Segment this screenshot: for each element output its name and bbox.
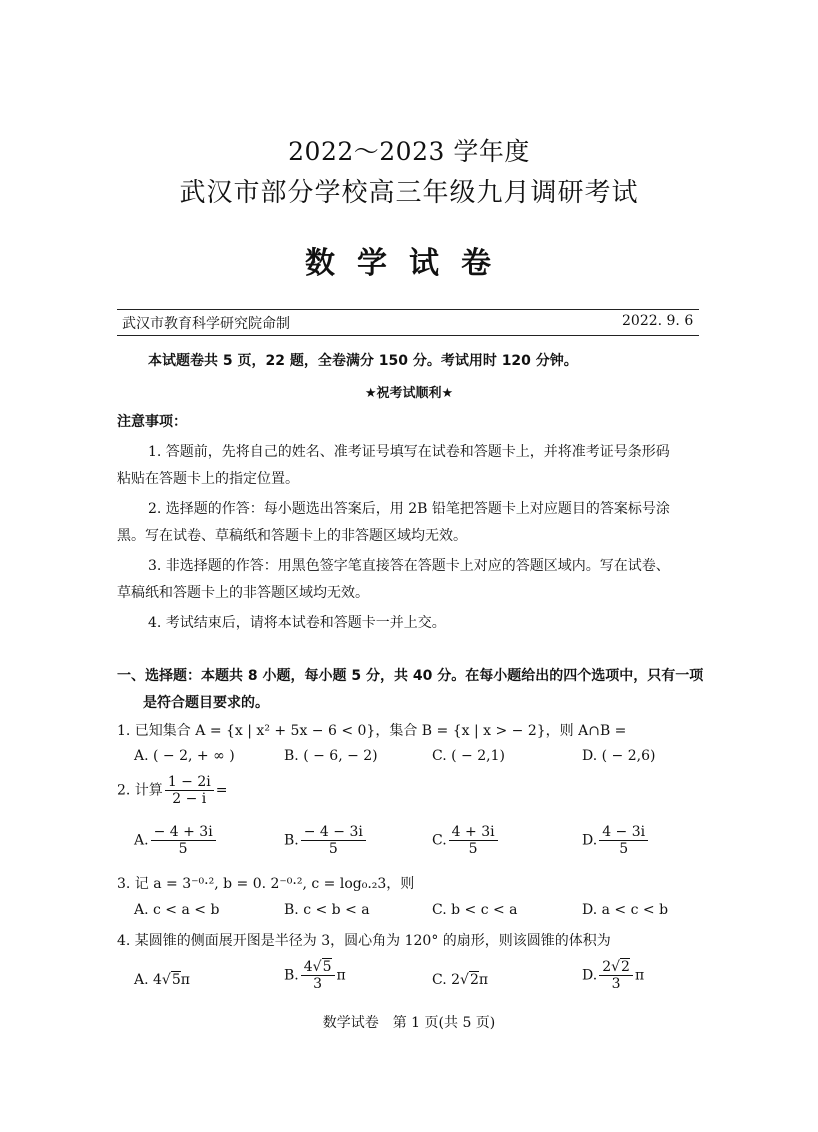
- notice-item: 草稿纸和答题卡上的非答题区域均无效。: [117, 585, 369, 601]
- radicand: 5: [171, 972, 181, 988]
- option-label: C. 2: [432, 972, 461, 988]
- fraction-numerator: 1 − 2i: [165, 774, 214, 791]
- question-4-option-c: C. 2√2π: [432, 972, 489, 988]
- radicand: 5: [322, 959, 332, 975]
- question-4-option-d: [582, 959, 644, 992]
- question-3-option-d: D. a < c < b: [582, 902, 669, 918]
- option-label: D.: [582, 832, 598, 849]
- pi-symbol: π: [634, 967, 645, 984]
- question-1-option-c: C. ( − 2,1): [432, 748, 505, 764]
- question-1-option-a: A. ( − 2, + ∞ ): [134, 748, 235, 764]
- exam-title: 武汉市部分学校高三年级九月调研考试: [179, 178, 639, 208]
- fraction-numerator: 4√5: [301, 959, 335, 976]
- intro-text: 本试题卷共 5 页，22 题，全卷满分 150 分。考试用时 120 分钟。: [148, 353, 578, 369]
- option-fraction: [301, 824, 366, 857]
- notice-item: 3. 非选择题的作答：用黑色签字笔直接答在答题卡上对应的答题区域内。写在试卷、: [148, 558, 670, 574]
- option-label: A.: [134, 832, 149, 849]
- question-2-option-a: [134, 824, 218, 857]
- radicand: 2: [621, 959, 630, 975]
- fraction-numerator: 2√2: [599, 959, 633, 976]
- question-4-option-b: [284, 959, 346, 992]
- fraction-denominator: 3: [611, 976, 621, 993]
- question-3-option-a: A. c < a < b: [134, 902, 220, 918]
- notice-item: 4. 考试结束后，请将本试卷和答题卡一并上交。: [148, 615, 446, 631]
- fraction-denominator: 3: [313, 976, 323, 993]
- good-luck-line: ★祝考试顺利★: [364, 386, 454, 401]
- exam-year: 2022～2023 学年度: [288, 137, 530, 166]
- question-3-option-b: B. c < b < a: [284, 902, 370, 918]
- option-fraction: [449, 824, 498, 857]
- fraction-denominator: 5: [178, 841, 188, 858]
- fraction-numerator: 4 − 3i: [599, 824, 648, 841]
- issuer: 武汉市教育科学研究院命制: [122, 316, 290, 332]
- question-1-stem: 1. 已知集合 A = {x | x² + 5x − 6 < 0}，集合 B = {x | x > − 2}，则 A∩B =: [117, 723, 627, 739]
- section-heading-cont: 是符合题目要求的。: [143, 695, 269, 711]
- question-4-stem: 4. 某圆锥的侧面展开图是半径为 3，圆心角为 120° 的扇形，则该圆锥的体积为: [117, 933, 611, 949]
- question-1-option-b: B. ( − 6, − 2): [284, 748, 378, 764]
- fraction-denominator: 5: [619, 841, 629, 858]
- option-fraction: [151, 824, 216, 857]
- option-label: B.: [284, 832, 299, 849]
- question-2-suffix: =: [215, 782, 228, 799]
- pi-symbol: π: [336, 967, 346, 984]
- fraction-denominator: 5: [328, 841, 338, 858]
- question-4-option-a: A. 4√5π: [134, 972, 190, 988]
- notice-item: 1. 答题前，先将自己的姓名、准考证号填写在试卷和答题卡上，并将准考证号条形码: [148, 444, 670, 460]
- option-label: B.: [284, 967, 299, 984]
- question-2-stem: [117, 774, 227, 807]
- question-3-stem: 3. 记 a = 3⁻⁰·², b = 0. 2⁻⁰·², c = log₀.₂3，则: [117, 876, 415, 892]
- fraction-numerator: − 4 + 3i: [151, 824, 216, 841]
- question-2-option-b: [284, 824, 368, 857]
- pi-symbol: π: [478, 972, 489, 988]
- option-label: D.: [582, 967, 598, 984]
- option-fraction: [301, 959, 335, 992]
- coefficient: 4: [303, 959, 313, 975]
- pi-symbol: π: [180, 972, 190, 988]
- fraction-numerator: 4 + 3i: [449, 824, 498, 841]
- fraction-numerator: − 4 − 3i: [301, 824, 366, 841]
- option-label: C.: [432, 832, 447, 849]
- coefficient: 2: [602, 959, 612, 975]
- notice-item: 2. 选择题的作答：每小题选出答案后，用 2B 铅笔把答题卡上对应题目的答案标号涂: [148, 501, 670, 517]
- page-footer: 数学试卷 第 1 页(共 5 页): [322, 1015, 496, 1031]
- question-3-option-c: C. b < c < a: [432, 902, 518, 918]
- question-2-option-d: [582, 824, 650, 857]
- header-rule-bottom: [117, 335, 699, 336]
- notice-item: 黑。写在试卷、草稿纸和答题卡上的非答题区域均无效。: [117, 528, 467, 544]
- header-rule-top: [117, 309, 699, 310]
- option-fraction: [599, 959, 633, 992]
- exam-date: 2022. 9. 6: [622, 313, 694, 329]
- option-fraction: [599, 824, 648, 857]
- section-heading: 一、选择题：本题共 8 小题，每小题 5 分，共 40 分。在每小题给出的四个选项中，只有一项: [117, 668, 704, 684]
- question-2-fraction: [165, 774, 214, 807]
- fraction-denominator: 5: [468, 841, 478, 858]
- fraction-denominator: 2 − i: [172, 791, 207, 808]
- notice-heading: 注意事项：: [117, 414, 187, 430]
- option-label: A. 4: [134, 972, 162, 988]
- notice-item: 粘贴在答题卡上的指定位置。: [117, 471, 299, 487]
- question-2-option-c: [432, 824, 500, 857]
- question-2-prefix: 2. 计算: [117, 782, 163, 799]
- radicand: 2: [469, 972, 479, 988]
- question-1-option-d: D. ( − 2,6): [582, 748, 656, 764]
- subject-title: 数学试卷: [305, 246, 513, 281]
